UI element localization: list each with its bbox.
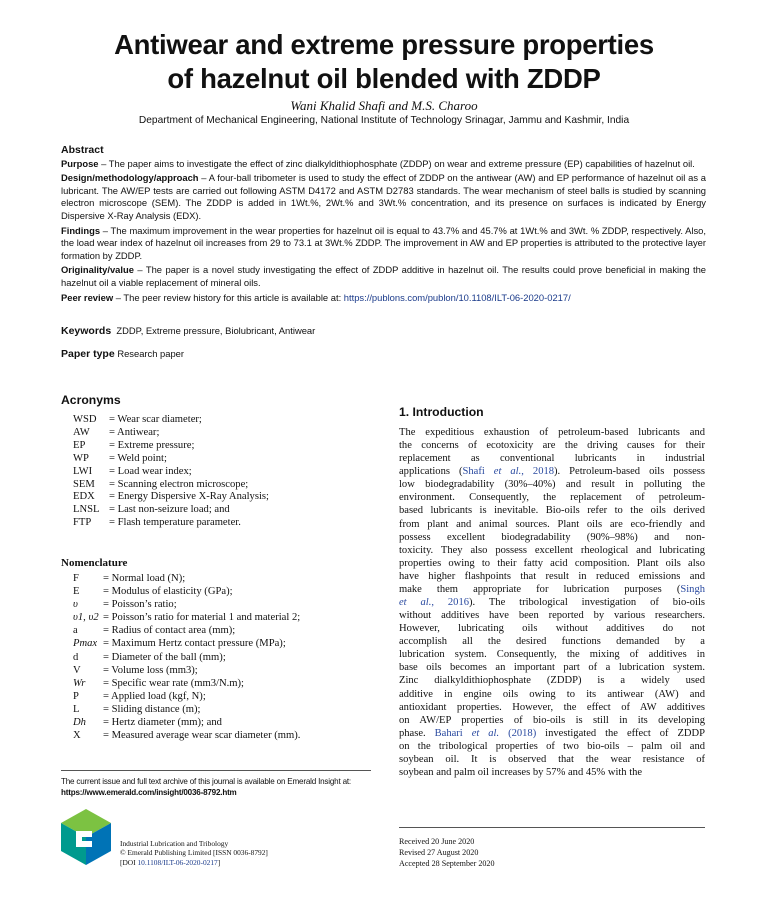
nomenclature-def: = Measured average wear scar diameter (mm).: [103, 730, 301, 742]
intro-line: soybean oil. It is observed that the wear resistance of: [399, 753, 705, 765]
nomenclature-symbol: X: [73, 730, 81, 742]
nomenclature-def: = Poisson’s ratio for material 1 and material 2;: [103, 612, 301, 624]
nomenclature-symbol: E: [73, 586, 80, 598]
nomenclature-def: = Maximum Hertz contact pressure (MPa);: [103, 638, 286, 650]
intro-line: Zinc dialkyldithiophosphate (ZDDP) is a widely used: [399, 675, 705, 687]
journal-doi-prefix: [DOI: [120, 857, 138, 867]
intro-line: antioxidant properties. However, the effect of AW additives: [399, 701, 705, 713]
accepted-date: Accepted 28 September 2020: [399, 859, 495, 869]
nomenclature-def: = Volume loss (mm3);: [103, 664, 198, 676]
footnote-divider: [61, 770, 371, 771]
nomenclature-row: [73, 651, 300, 664]
keywords-text: ZDDP, Extreme pressure, Biolubricant, Antiwear: [116, 325, 316, 336]
intro-line: toxicity. They also possess excellent rheological and lubricating: [399, 544, 705, 556]
acronym-def: = Last non-seizure load; and: [109, 504, 230, 516]
intro-line: make them appropriate for lubrication purposes (Singh: [399, 583, 705, 595]
purpose-text: – The paper aims to investigate the effect of zinc dialkyldithiophosphate (ZDDP) on wear and extreme pressure (EP) capabilities of hazelnut oil.: [98, 157, 695, 169]
acronym-def: = Load wear index;: [109, 465, 192, 477]
abstract-heading: Abstract: [61, 144, 104, 156]
intro-line: from plant and animal sources. Plant oils are eco-friendly and: [399, 518, 705, 530]
acronym-abbr: EDX: [73, 491, 95, 503]
nomenclature-symbol: Pmax: [73, 638, 98, 650]
peer-review-link[interactable]: https://publons.com/publon/10.1108/ILT-06-2020-0217/: [343, 291, 571, 303]
footnote-text: The current issue and full text archive of this journal is available on Emerald Insight at:: [61, 777, 351, 786]
intro-line: applications (Shafi et al., 2018). Petroleum-based oils possess: [399, 466, 705, 478]
peer-review-text: – The peer review history for this article is available at:: [113, 291, 344, 303]
acronym-abbr: AW: [73, 426, 90, 438]
acronym-row: [73, 491, 269, 504]
journal-doi-suffix: ]: [217, 857, 221, 867]
paper-type-label: Paper type: [61, 348, 115, 360]
acronym-row: [73, 479, 269, 492]
acronyms-heading: Acronyms: [61, 393, 121, 407]
journal-doi-line: [120, 858, 268, 867]
nomenclature-row: [73, 716, 300, 729]
abstract-design: [61, 172, 706, 222]
acronym-abbr: LWI: [73, 465, 93, 477]
footnote: [61, 776, 371, 798]
keywords: [61, 325, 315, 337]
nomenclature-symbol: F: [73, 573, 79, 584]
nomenclature-row: [73, 611, 300, 624]
nomenclature-def: = Radius of contact area (mm);: [103, 625, 236, 637]
journal-name: Industrial Lubrication and Tribology: [120, 839, 229, 848]
abstract-findings: [61, 225, 706, 263]
nomenclature-row: [73, 690, 300, 703]
intro-line: on the tribological properties of two bio-oils – palm oil and: [399, 740, 705, 752]
nomenclature-row: [73, 664, 300, 677]
keywords-label: Keywords: [61, 325, 112, 337]
title-line-2: of hazelnut oil blended with ZDDP: [167, 63, 601, 94]
citation-link[interactable]: Bahari et al. (2018): [434, 727, 537, 739]
acronym-def: = Wear scar diameter;: [109, 414, 202, 425]
intro-line: environment. Consequently, the replacement of petroleum-: [399, 492, 705, 504]
intro-line: properties owing to their fatty acid composition. Plant oils also: [399, 557, 705, 569]
citation-link[interactable]: et al., 2016: [399, 597, 469, 609]
acronym-abbr: EP: [73, 439, 86, 451]
findings-label: Findings: [61, 224, 101, 236]
nomenclature-symbol: Wr: [73, 677, 86, 689]
nomenclature-list: [73, 572, 300, 742]
abstract-section: [61, 144, 706, 306]
nomenclature-row: [73, 624, 300, 637]
nomenclature-row: [73, 703, 300, 716]
originality-label: Originality/value: [61, 264, 134, 276]
citation-link[interactable]: Singh: [680, 583, 705, 595]
nomenclature-def: = Poisson’s ratio;: [103, 599, 177, 611]
title-line-1: Antiwear and extreme pressure properties: [114, 29, 654, 60]
intro-line: phase. Bahari et al. (2018) investigated the effect of ZDDP: [399, 727, 706, 739]
acronym-abbr: WSD: [73, 414, 97, 425]
journal-info: [120, 839, 268, 867]
nomenclature-row: [73, 729, 300, 742]
originality-text: – The paper is a novel study investigating the effect of ZDDP additive in hazelnut oil. The results could prove beneficial in making the hazelnut oil a viable replacement of mineral oils.: [61, 264, 706, 288]
dates-divider: [399, 827, 705, 828]
peer-review-label: Peer review: [61, 291, 114, 303]
nomenclature-symbol: V: [73, 664, 81, 676]
acronym-def: = Extreme pressure;: [109, 439, 195, 451]
acronyms-list: [73, 414, 269, 530]
nomenclature-heading: Nomenclature: [61, 557, 128, 569]
emerald-publishing-logo-icon: [60, 808, 112, 866]
acronym-row: [73, 440, 269, 453]
acronym-row: [73, 453, 269, 466]
findings-text: – The maximum improvement in the wear properties for hazelnut oil is equal to 43.7% and 45.7% at 1Wt.% and 3Wt. % ZDDP, respectively. Also, the load wear index of hazelnut oil increases from 29 to 73.1 at 3Wt.% ZDDP. The improvement in AW and EP properties is attributed to the protective layer formation by ZDDP.: [61, 224, 706, 261]
citation-link[interactable]: Shafi et al., 2018: [462, 466, 555, 478]
nomenclature-row: [73, 585, 300, 598]
journal-copyright: © Emerald Publishing Limited [ISSN 0036-8792]: [120, 848, 268, 858]
nomenclature-def: = Hertz diameter (mm); and: [103, 717, 222, 729]
intro-line: base oils becomes an important part of a lubrication system.: [399, 662, 705, 674]
acronym-row: [73, 466, 269, 479]
nomenclature-symbol: Dh: [73, 717, 86, 729]
intro-line: on AW/EP properties of bio-oils is still in its developing: [399, 714, 705, 726]
intro-line: have higher flashpoints that result in reduced emissions and: [399, 570, 705, 582]
nomenclature-def: = Normal load (N);: [103, 573, 186, 584]
abstract-purpose: [61, 158, 706, 171]
nomenclature-def: = Sliding distance (m);: [103, 703, 201, 715]
acronym-def: = Antiwear;: [109, 426, 160, 438]
intro-line: low biodegradability (30%–40%) and result in polluting the: [399, 479, 705, 491]
paper-type: [61, 348, 184, 360]
revised-date: Revised 27 August 2020: [399, 848, 479, 858]
nomenclature-row: [73, 637, 300, 650]
paper-title: [60, 28, 708, 96]
intro-line: accomplish all the desired functions demanded by a: [399, 636, 705, 648]
intro-heading: 1. Introduction: [399, 405, 484, 419]
nomenclature-symbol: υ1, υ2: [73, 612, 99, 624]
abstract-originality: [61, 264, 706, 289]
nomenclature-symbol: υ: [73, 599, 78, 611]
acronym-row: [73, 504, 269, 517]
intro-line: based lubricants is inevitable. Bio-oils refer to the oils derived: [399, 505, 705, 517]
acronym-def: = Scanning electron microscope;: [109, 478, 249, 490]
acronym-abbr: FTP: [73, 517, 92, 529]
acronym-abbr: WP: [73, 452, 89, 464]
nomenclature-row: [73, 677, 300, 690]
nomenclature-row: [73, 572, 300, 585]
acronym-def: = Energy Dispersive X-Ray Analysis;: [109, 491, 269, 503]
acronym-row: [73, 427, 269, 440]
article-dates: [399, 836, 495, 870]
nomenclature-symbol: P: [73, 690, 79, 702]
acronym-row: [73, 517, 269, 530]
intro-line: lubrication system. Consequently, the mixing of additives in: [399, 649, 705, 661]
design-text: – A four-ball tribometer is used to study the effect of ZDDP on the antiwear (AW) and EP performance of hazelnut oil as a lubricant. The AW/EP tests are carried out following ASTM D4172 and ASTM D2783 standards. The wear mechanism of steel balls is studied by scanning electron microscope (SEM). The ZDDP is added in 1Wt.%, 2Wt.% and 3Wt.% concentration, and its presence on surfaces is indicated by Energy Dispersive X-Ray Analysis (EDX).: [61, 172, 706, 221]
intro-line: However, lubricating oils without additives do not: [399, 623, 705, 635]
nomenclature-symbol: L: [73, 703, 80, 715]
acronym-def: = Flash temperature parameter.: [109, 517, 241, 529]
paper-type-text: Research paper: [117, 348, 185, 359]
received-date: Received 20 June 2020: [399, 837, 475, 846]
nomenclature-def: = Modulus of elasticity (GPa);: [103, 586, 233, 598]
intro-line: without additives have been reported by various researchers.: [399, 610, 705, 622]
nomenclature-symbol: d: [73, 651, 79, 663]
journal-doi-link[interactable]: 10.1108/ILT-06-2020-0217: [137, 857, 218, 867]
acronym-def: = Weld point;: [109, 452, 167, 464]
nomenclature-def: = Applied load (kgf, N);: [103, 690, 206, 702]
authors: Wani Khalid Shafi and M.S. Charoo: [290, 98, 478, 113]
intro-line: replacement as conventional lubricants in industrial: [399, 453, 705, 465]
nomenclature-def: = Specific wear rate (mm3/N.m);: [103, 677, 244, 689]
abstract-peer-review: [61, 292, 706, 305]
design-label: Design/methodology/approach: [61, 172, 199, 184]
intro-line: the concerns of ecotoxicity are the driving causes for their: [399, 440, 705, 452]
intro-body: [399, 426, 705, 779]
purpose-label: Purpose: [61, 157, 99, 169]
acronym-abbr: SEM: [73, 478, 95, 490]
intro-line: et al., 2016). The tribological investigation of bio-oils: [399, 597, 705, 609]
intro-line: possess excellent biodegradability (90%–98%) and non-: [399, 531, 705, 543]
nomenclature-row: [73, 598, 300, 611]
nomenclature-def: = Diameter of the ball (mm);: [103, 651, 226, 663]
intro-line: soybean and palm oil increases by 57% and 45% with the: [399, 767, 643, 779]
nomenclature-symbol: a: [73, 625, 78, 637]
intro-line: The expeditious exhaustion of petroleum-based lubricants and: [399, 427, 705, 438]
affiliation: Department of Mechanical Engineering, National Institute of Technology Srinagar, Jammu and Kashmir, India: [138, 115, 630, 126]
intro-line: additive in engine oils owing to its antiwear (AW) and: [399, 688, 705, 700]
footnote-link[interactable]: https://www.emerald.com/insight/0036-8792.htm: [61, 788, 237, 798]
acronym-row: [73, 414, 269, 427]
acronym-abbr: LNSL: [73, 504, 100, 516]
